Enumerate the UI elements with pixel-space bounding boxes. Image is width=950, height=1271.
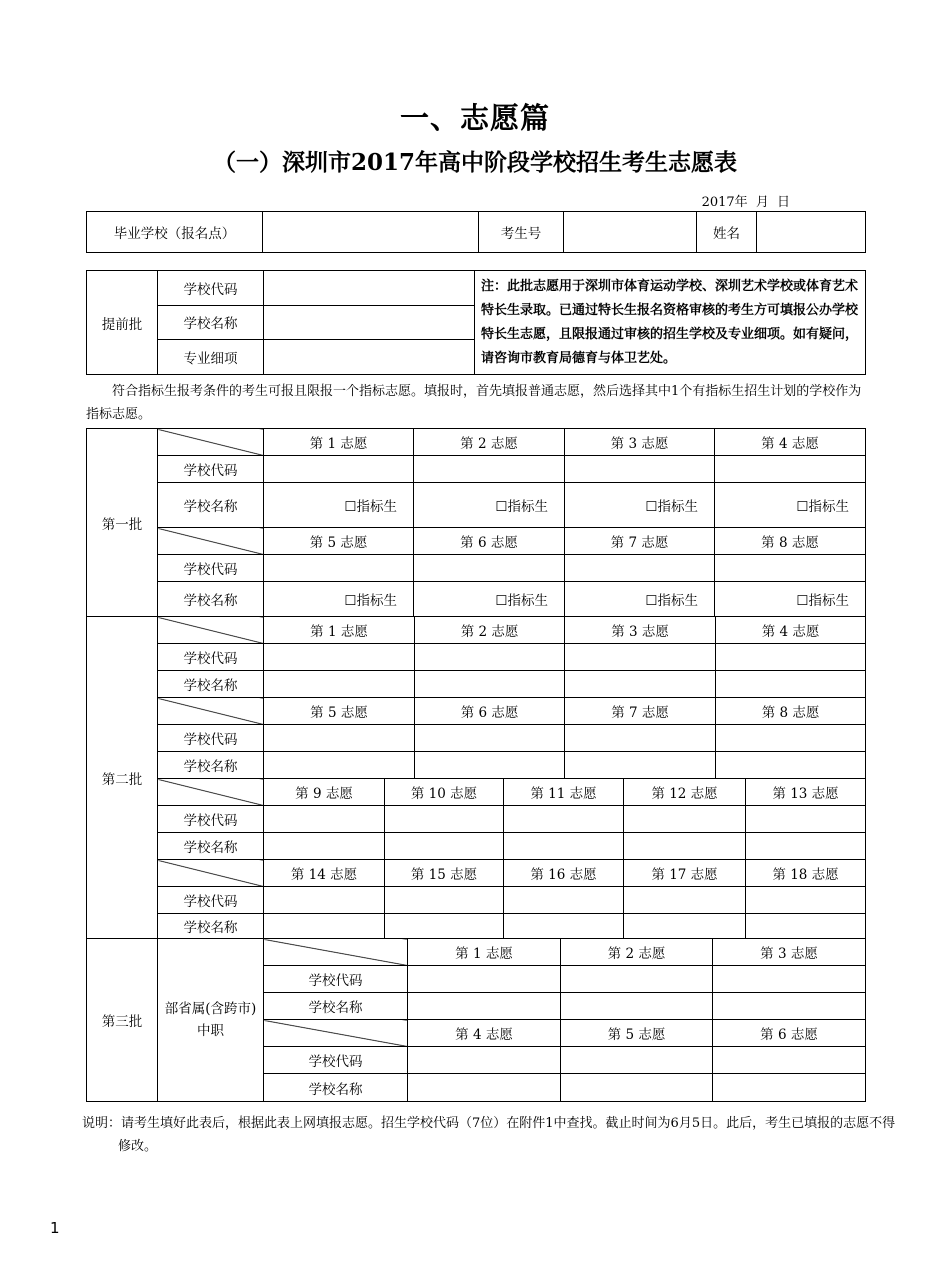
choice-header: 第 3 志愿	[713, 939, 866, 966]
batch2-label: 第二批	[87, 617, 158, 939]
choice-header: 第 15 志愿	[385, 860, 504, 887]
batch3-table	[86, 938, 866, 1102]
early-batch-label: 提前批	[87, 271, 158, 375]
batch3-label: 第三批	[87, 939, 158, 1102]
school-code-field[interactable]	[415, 725, 565, 752]
school-code-field[interactable]	[746, 806, 866, 833]
header-table	[86, 211, 866, 253]
school-code-field[interactable]	[414, 555, 565, 582]
school-code-label: 学校代码	[158, 806, 264, 833]
quota-checkbox[interactable]: ☐指标生	[715, 483, 866, 528]
diagonal-cell	[264, 1020, 408, 1047]
choice-header: 第 5 志愿	[264, 698, 415, 725]
choice-header: 第 18 志愿	[746, 860, 866, 887]
school-name-field[interactable]	[385, 914, 504, 939]
page-title: 一、志愿篇	[399, 101, 550, 135]
school-name-field[interactable]	[561, 1074, 713, 1102]
early-major-label: 专业细项	[158, 340, 264, 375]
school-code-field[interactable]	[715, 456, 866, 483]
choice-header: 第 12 志愿	[624, 779, 746, 806]
graduation-school-label: 毕业学校（报名点）	[87, 212, 263, 253]
batch1-label: 第一批	[87, 429, 158, 617]
choice-header: 第 1 志愿	[408, 939, 561, 966]
school-name-label: 学校名称	[158, 914, 264, 939]
school-name-label: 学校名称	[158, 833, 264, 860]
school-code-field[interactable]	[565, 725, 716, 752]
choice-header: 第 8 志愿	[715, 528, 866, 555]
school-name-field[interactable]	[746, 833, 866, 860]
diagonal-cell	[158, 528, 264, 555]
choice-header: 第 3 志愿	[565, 617, 716, 644]
early-name-label: 学校名称	[158, 305, 264, 340]
school-name-label: 学校名称	[158, 752, 264, 779]
school-code-field[interactable]	[264, 555, 414, 582]
school-name-field[interactable]	[565, 752, 716, 779]
school-code-field[interactable]	[408, 966, 561, 993]
school-code-label: 学校代码	[158, 725, 264, 752]
school-name-field[interactable]	[561, 993, 713, 1020]
school-code-field[interactable]	[408, 1047, 561, 1074]
quota-checkbox[interactable]: ☐指标生	[264, 582, 414, 617]
choice-header: 第 5 志愿	[264, 528, 414, 555]
school-code-label: 学校代码	[158, 644, 264, 671]
choice-header: 第 8 志愿	[716, 698, 866, 725]
choice-header: 第 5 志愿	[561, 1020, 713, 1047]
school-name-field[interactable]	[716, 752, 866, 779]
school-name-field[interactable]	[504, 914, 624, 939]
school-code-field[interactable]	[565, 644, 716, 671]
early-code-label: 学校代码	[158, 271, 264, 306]
diagonal-cell	[158, 698, 264, 725]
choice-header: 第 1 志愿	[264, 429, 414, 456]
quota-checkbox[interactable]: ☐指标生	[715, 582, 866, 617]
school-code-label: 学校代码	[158, 887, 264, 914]
school-name-field[interactable]	[504, 833, 624, 860]
school-name-label: 学校名称	[264, 1074, 408, 1102]
school-code-field[interactable]	[264, 644, 415, 671]
choice-header: 第 6 志愿	[713, 1020, 866, 1047]
school-name-field[interactable]	[264, 914, 385, 939]
school-code-label: 学校代码	[264, 1047, 408, 1074]
choice-header: 第 4 志愿	[408, 1020, 561, 1047]
school-code-field[interactable]	[561, 966, 713, 993]
early-major-field[interactable]	[264, 340, 475, 375]
school-name-field[interactable]	[264, 671, 415, 698]
school-code-field[interactable]	[264, 725, 415, 752]
school-name-field[interactable]	[415, 752, 565, 779]
school-name-label: 学校名称	[264, 993, 408, 1020]
student-name-field[interactable]	[757, 212, 866, 253]
school-name-field[interactable]	[624, 833, 746, 860]
school-name-field[interactable]	[746, 914, 866, 939]
date-year: 2017年	[701, 195, 748, 210]
school-code-field[interactable]	[565, 555, 715, 582]
school-code-field[interactable]	[715, 555, 866, 582]
quota-checkbox[interactable]: ☐指标生	[414, 582, 565, 617]
school-name-field[interactable]	[624, 914, 746, 939]
quota-checkbox[interactable]: ☐指标生	[414, 483, 565, 528]
school-code-field[interactable]	[565, 456, 715, 483]
diagonal-cell	[158, 617, 264, 644]
choice-header: 第 13 志愿	[746, 779, 866, 806]
quota-checkbox[interactable]: ☐指标生	[565, 582, 715, 617]
diagonal-cell	[264, 939, 408, 966]
choice-header: 第 2 志愿	[414, 429, 565, 456]
school-code-field[interactable]	[624, 806, 746, 833]
diagonal-cell	[158, 429, 264, 456]
choice-header: 第 11 志愿	[504, 779, 624, 806]
diagonal-cell	[158, 779, 264, 806]
school-code-field[interactable]	[716, 644, 866, 671]
choice-header: 第 9 志愿	[264, 779, 385, 806]
school-code-field[interactable]	[264, 806, 385, 833]
choice-header: 第 10 志愿	[385, 779, 504, 806]
school-name-field[interactable]	[716, 671, 866, 698]
batch2-table	[86, 616, 866, 939]
school-name-field[interactable]	[264, 752, 415, 779]
date-day: 日	[776, 195, 790, 210]
school-code-field[interactable]	[504, 806, 624, 833]
school-name-label: 学校名称	[158, 483, 264, 528]
choice-header: 第 4 志愿	[716, 617, 866, 644]
choice-header: 第 2 志愿	[415, 617, 565, 644]
explanation-note: 说明：请考生填好此表后，根据此表上网填报志愿。招生学校代码（7位）在附件1中查找。截止时间为6月5日。此后，考生已填报的志愿不得修改。	[82, 1116, 896, 1154]
date-month: 月	[755, 195, 769, 210]
choice-header: 第 1 志愿	[264, 617, 415, 644]
school-code-field[interactable]	[504, 887, 624, 914]
choice-header: 第 7 志愿	[565, 698, 716, 725]
choice-header: 第 2 志愿	[561, 939, 713, 966]
school-code-label: 学校代码	[158, 456, 264, 483]
quota-checkbox[interactable]: ☐指标生	[264, 483, 414, 528]
school-code-label: 学校代码	[264, 966, 408, 993]
school-code-field[interactable]	[414, 456, 565, 483]
early-batch-note: 注：此批志愿用于深圳市体育运动学校、深圳艺术学校或体育艺术特长生录取。已通过特长生报名资格审核的考生方可填报公办学校特长生志愿，且限报通过审核的招生学校及专业细项。如有疑问，请咨询市教育局德育与体卫艺处。	[475, 271, 866, 375]
school-name-field[interactable]	[713, 1074, 866, 1102]
choice-header: 第 16 志愿	[504, 860, 624, 887]
batch1-table	[86, 428, 866, 617]
student-name-label: 姓名	[697, 212, 757, 253]
choice-header: 第 7 志愿	[565, 528, 715, 555]
school-code-field[interactable]	[561, 1047, 713, 1074]
page-number: 1	[50, 1219, 60, 1237]
quota-checkbox[interactable]: ☐指标生	[565, 483, 715, 528]
school-name-field[interactable]	[408, 993, 561, 1020]
choice-header: 第 14 志愿	[264, 860, 385, 887]
school-name-field[interactable]	[264, 833, 385, 860]
school-code-field[interactable]	[415, 644, 565, 671]
date-line	[698, 191, 790, 210]
school-code-field[interactable]	[713, 966, 866, 993]
vocational-category-label: 部省属(含跨市)中职	[158, 939, 264, 1102]
choice-header: 第 17 志愿	[624, 860, 746, 887]
choice-header: 第 4 志愿	[715, 429, 866, 456]
school-name-field[interactable]	[565, 671, 716, 698]
school-code-field[interactable]	[716, 725, 866, 752]
school-code-field[interactable]	[385, 806, 504, 833]
quota-instruction: 符合指标生报考条件的考生可报且限报一个指标志愿。填报时，首先填报普通志愿，然后选择其中1个有指标生招生计划的学校作为指标志愿。	[86, 384, 862, 422]
school-code-field[interactable]	[385, 887, 504, 914]
graduation-school-field[interactable]	[263, 212, 479, 253]
school-name-field[interactable]	[713, 993, 866, 1020]
exam-number-label: 考生号	[479, 212, 564, 253]
school-name-field[interactable]	[415, 671, 565, 698]
school-code-field[interactable]	[264, 456, 414, 483]
choice-header: 第 6 志愿	[415, 698, 565, 725]
school-name-field[interactable]	[408, 1074, 561, 1102]
form-subtitle: （一）深圳市2017年高中阶段学校招生考生志愿表	[212, 149, 737, 176]
early-code-field[interactable]	[264, 271, 475, 306]
school-code-label: 学校代码	[158, 555, 264, 582]
school-name-label: 学校名称	[158, 582, 264, 617]
school-code-field[interactable]	[624, 887, 746, 914]
school-name-label: 学校名称	[158, 671, 264, 698]
school-name-field[interactable]	[385, 833, 504, 860]
choice-header: 第 6 志愿	[414, 528, 565, 555]
school-code-field[interactable]	[713, 1047, 866, 1074]
diagonal-cell	[158, 860, 264, 887]
exam-number-field[interactable]	[564, 212, 697, 253]
school-code-field[interactable]	[746, 887, 866, 914]
choice-header: 第 3 志愿	[565, 429, 715, 456]
early-batch-table	[86, 270, 866, 375]
school-code-field[interactable]	[264, 887, 385, 914]
early-name-field[interactable]	[264, 305, 475, 340]
